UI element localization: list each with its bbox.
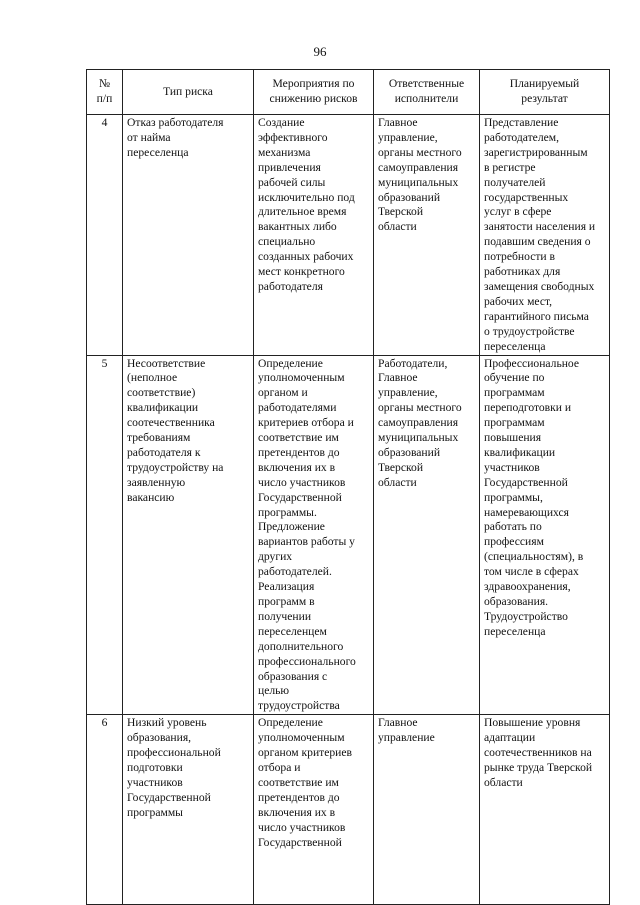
cell-num: 6 <box>87 715 123 905</box>
header-responsible: Ответственные исполнители <box>374 70 480 115</box>
header-num: № п/п <box>87 70 123 115</box>
cell-num: 5 <box>87 355 123 715</box>
cell-num: 4 <box>87 115 123 356</box>
cell-risk-type: Низкий уровень образования, профессиональной подготовки участников Государственной программы <box>123 715 254 905</box>
header-result: Планируемый результат <box>480 70 610 115</box>
cell-result: Представление работодателем, зарегистрированным в регистре получателей государственных услуг в сфере занятости населения и подавшим сведения о потребности в работниках для замещения свободных рабочих мест, гарантийного письма о трудоустройстве переселенца <box>480 115 610 356</box>
table-row <box>87 715 610 905</box>
cell-result: Профессиональное обучение по программам переподготовки и программам повышения квалификации участников Государственной программы, намеревающихся работать по профессиям (специальностям), в том числе в сферах здравоохранения, образования. Трудоустройство переселенца <box>480 355 610 715</box>
risk-table <box>86 69 610 905</box>
cell-responsible: Главное управление <box>374 715 480 905</box>
cell-risk-type: Отказ работодателя от найма переселенца <box>123 115 254 356</box>
table-row <box>87 355 610 715</box>
page-number: 96 <box>313 44 327 59</box>
cell-responsible: Главное управление, органы местного самоуправления муниципальных образований Тверской области <box>374 115 480 356</box>
header-risk-type: Тип риска <box>123 70 254 115</box>
cell-responsible: Работодатели, Главное управление, органы местного самоуправления муниципальных образований Тверской области <box>374 355 480 715</box>
cell-risk-type: Несоответствие (неполное соответствие) квалификации соотечественника требованиям работодателя к трудоустройству на заявленную вакансию <box>123 355 254 715</box>
cell-measures: Определение уполномоченным органом критериев отбора и соответствие им претендентов до включения их в число участников Государственной <box>254 715 374 905</box>
cell-measures: Создание эффективного механизма привлечения рабочей силы исключительно под длительное время вакантных либо специально созданных рабочих мест конкретного работодателя <box>254 115 374 356</box>
cell-result: Повышение уровня адаптации соотечественников на рынке труда Тверской области <box>480 715 610 905</box>
table-row <box>87 115 610 356</box>
cell-measures: Определение уполномоченным органом и работодателями критериев отбора и соответствие им претендентов до включения их в число участников Государственной программы. Предложение вариантов работы у других работодателей. Реализация программ в получении переселенцем дополнительного профессионального образования с целью трудоустройства <box>254 355 374 715</box>
header-measures: Мероприятия по снижению рисков <box>254 70 374 115</box>
table-header-row <box>87 70 610 115</box>
